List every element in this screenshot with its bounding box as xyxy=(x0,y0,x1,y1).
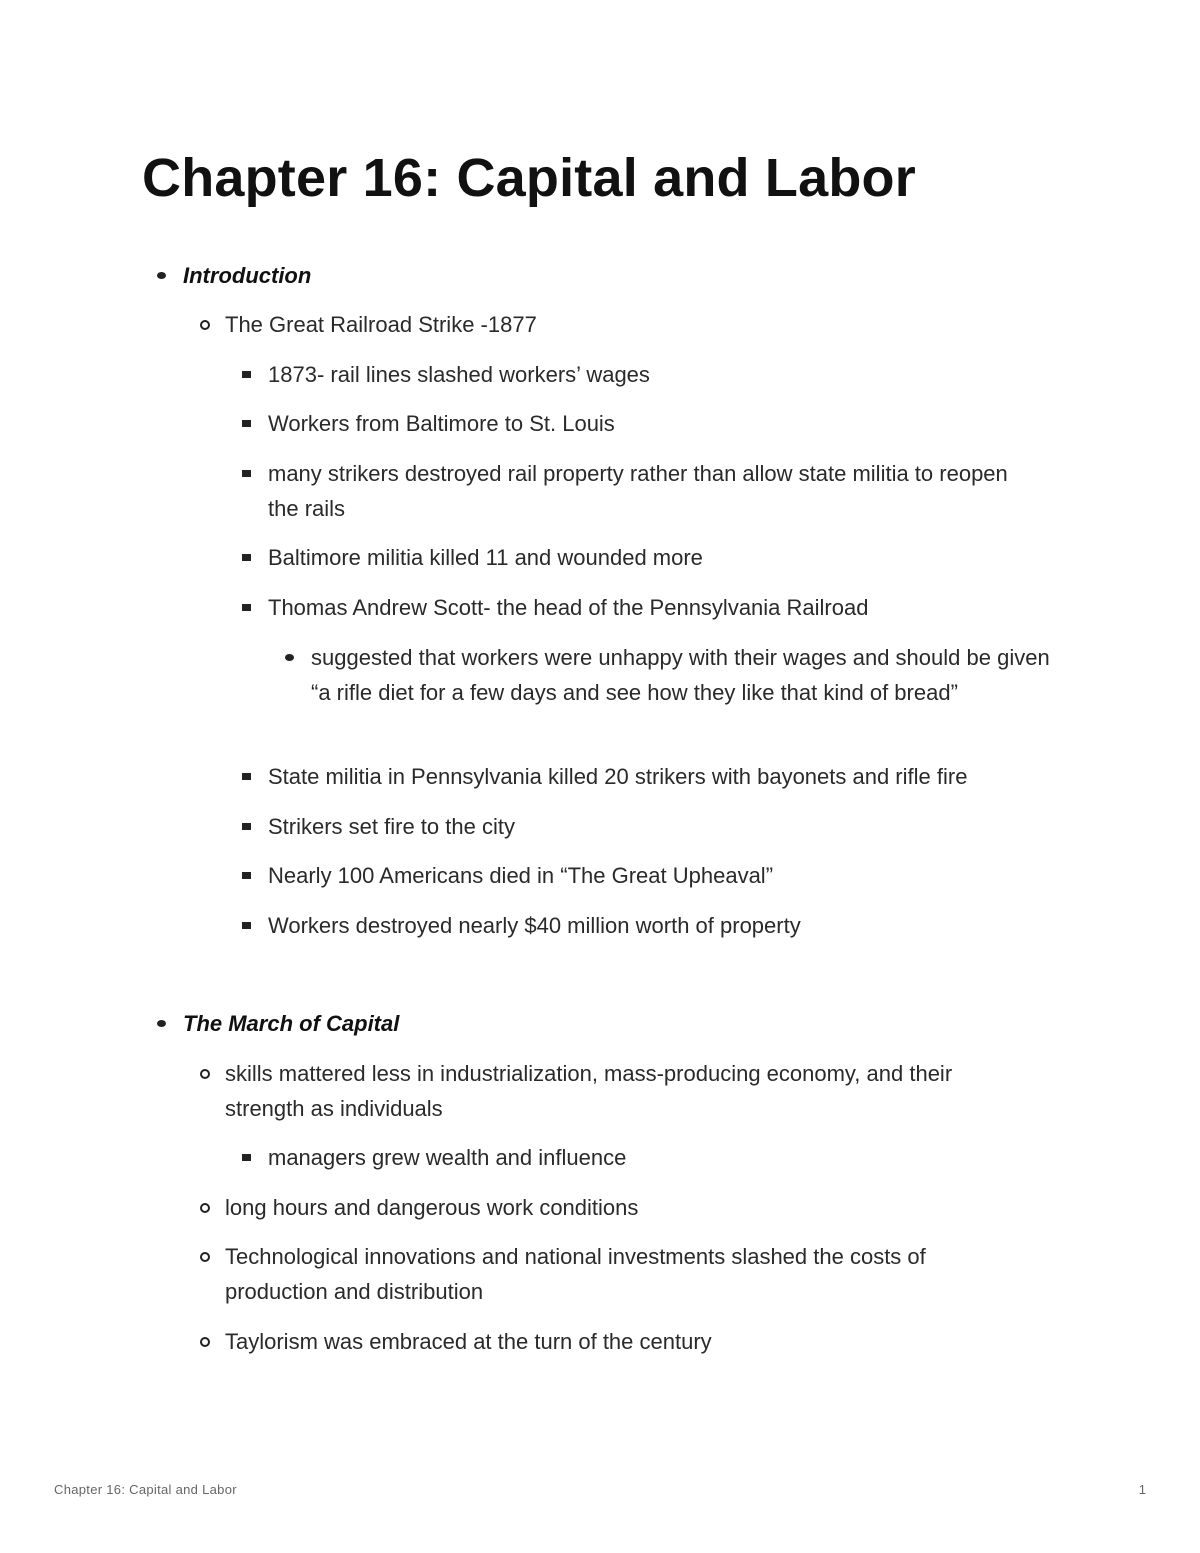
list-item xyxy=(268,809,1048,844)
section-heading-label: The March of Capital xyxy=(183,1011,400,1036)
list-item-text: State militia in Pennsylvania killed 20 strikers with bayonets and rifle fire xyxy=(268,764,968,789)
list-item-text: skills mattered less in industrialization, mass-producing economy, and their strength as individuals xyxy=(225,1061,953,1121)
list-item xyxy=(268,357,1048,392)
bullet-square-icon xyxy=(242,554,251,561)
bullet-square-icon xyxy=(242,922,251,929)
page-number: 1 xyxy=(1138,1482,1146,1497)
list-item-text: managers grew wealth and influence xyxy=(268,1145,627,1170)
list-item xyxy=(268,759,1068,794)
list-item xyxy=(311,640,1051,710)
list-item xyxy=(268,456,1008,526)
bullet-square-icon xyxy=(242,872,251,879)
list-item-text: Nearly 100 Americans died in “The Great Upheaval” xyxy=(268,863,774,888)
list-item-text: Workers from Baltimore to St. Louis xyxy=(268,411,615,436)
list-item xyxy=(225,307,1045,342)
bullet-disc-icon xyxy=(157,272,166,279)
list-item-text: 1873- rail lines slashed workers’ wages xyxy=(268,362,650,387)
list-item xyxy=(225,1324,1045,1359)
bullet-square-icon xyxy=(242,1154,251,1161)
footer-title: Chapter 16: Capital and Labor xyxy=(54,1482,237,1497)
bullet-square-icon xyxy=(242,470,251,477)
list-item xyxy=(268,908,1048,943)
bullet-circle-icon xyxy=(200,1337,210,1347)
list-item xyxy=(225,1190,1045,1225)
bullet-circle-icon xyxy=(200,1069,210,1079)
list-item-text: long hours and dangerous work conditions xyxy=(225,1195,639,1220)
bullet-circle-icon xyxy=(200,1252,210,1262)
list-item xyxy=(268,540,1048,575)
list-item-text: Technological innovations and national investments slashed the costs of production and distribution xyxy=(225,1244,926,1304)
list-item xyxy=(268,590,1048,625)
bullet-disc-icon xyxy=(285,654,294,661)
bullet-square-icon xyxy=(242,420,251,427)
list-item-text: many strikers destroyed rail property rather than allow state militia to reopen the rails xyxy=(268,461,1008,521)
bullet-disc-icon xyxy=(157,1020,166,1027)
bullet-circle-icon xyxy=(200,1203,210,1213)
page-title: Chapter 16: Capital and Labor xyxy=(142,148,916,208)
list-item xyxy=(268,858,1048,893)
list-item-text: Workers destroyed nearly $40 million worth of property xyxy=(268,913,801,938)
section-heading-label: Introduction xyxy=(183,263,312,288)
bullet-circle-icon xyxy=(200,320,210,330)
list-item-text: Strikers set fire to the city xyxy=(268,814,515,839)
list-item-text: Baltimore militia killed 11 and wounded more xyxy=(268,545,703,570)
list-item xyxy=(268,1140,1048,1175)
list-item-text: Thomas Andrew Scott- the head of the Pennsylvania Railroad xyxy=(268,595,869,620)
bullet-square-icon xyxy=(242,823,251,830)
section-heading-introduction xyxy=(183,258,1043,293)
list-item-text: Taylorism was embraced at the turn of the century xyxy=(225,1329,712,1354)
list-item-text: suggested that workers were unhappy with their wages and should be given “a rifle diet for a few days and see how they like that kind of bread” xyxy=(311,645,1050,705)
list-item xyxy=(225,1239,1005,1309)
list-item xyxy=(268,406,1048,441)
bullet-square-icon xyxy=(242,371,251,378)
list-item-text: The Great Railroad Strike -1877 xyxy=(225,312,537,337)
bullet-square-icon xyxy=(242,604,251,611)
bullet-square-icon xyxy=(242,773,251,780)
section-heading-march-of-capital xyxy=(183,1006,1043,1041)
list-item xyxy=(225,1056,1025,1126)
